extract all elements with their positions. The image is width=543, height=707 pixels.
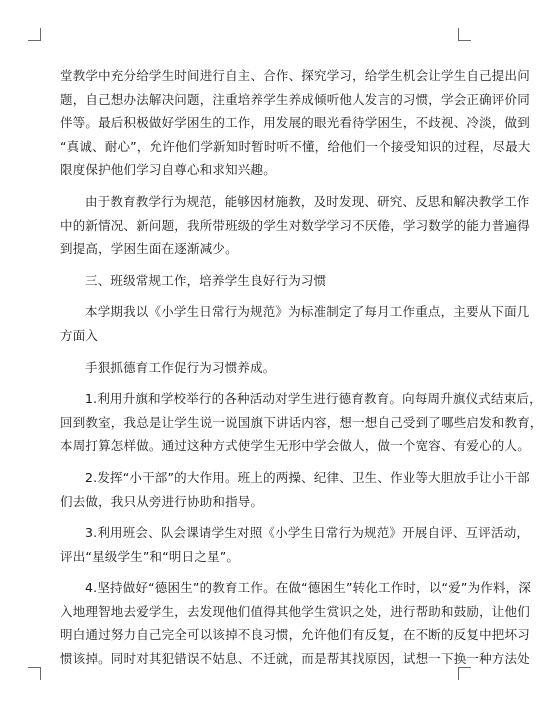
text-line: 评出“星级学生”和“明日之星”。 <box>60 548 240 564</box>
text-line: 3.利用班会、队会课请学生对照《小学生日常行为规范》开展自评、互评活动， <box>85 525 530 541</box>
text-line: 本学期我以《小学生日常行为规范》为标准制定了每月工作重点，主要从下面几 <box>85 304 530 320</box>
text-line: 惯该掉。同时对其犯错误不姑息、不迁就，而是帮其找原因，试想一下换一种方法处 <box>60 651 530 667</box>
paragraph <box>60 190 530 261</box>
text-line: 2.发挥“小干部”的大作用。班上的两操、纪律、卫生、作业等大胆放手让小干部 <box>85 469 530 485</box>
text-line: 入地理智地去爱学生，去发现他们值得其他学生赏识之处，进行帮助和鼓励，让他们 <box>60 603 530 619</box>
paragraph <box>60 521 530 568</box>
text-line: “真诚、耐心”，允许他们学新知时暂时听不懂，给他们一个接受知识的过程，尽最大 <box>60 138 531 154</box>
crop-mark-bottom-left <box>28 667 41 680</box>
paragraph <box>60 356 454 380</box>
document-body <box>60 64 543 679</box>
text-line: 们去做，我只从旁进行协助和指导。 <box>60 493 264 509</box>
text-line: 伴等。最后积极做好学困生的工作，用发展的眼光看待学困生，不歧视、冷淡，做到 <box>60 115 530 131</box>
paragraph <box>60 300 530 347</box>
crop-mark-top-left <box>28 28 41 41</box>
text-line: 中的新情况、新问题，我所带班级的学生对数学学习不厌倦，学习数学的能力普遍得 <box>60 217 530 233</box>
text-line: 到提高，学困生面在逐渐减少。 <box>60 241 238 257</box>
text-line: 4.坚持做好“德困生”的教育工作。在做“德困生”转化工作时，以“爱”为作料，深 <box>85 580 532 596</box>
text-line: 回到教室，我总是让学生说一说国旗下讲话内容，想一想自己受到了哪些启发和教育， <box>60 414 543 430</box>
text-line: 堂教学中充分给学生时间进行自主、合作、探究学习，给学生机会让学生自己提出问 <box>60 68 530 83</box>
text-line: 本周打算怎样做。通过这种方式使学生无形中学会做人，做一个宽容、有爱心的人。 <box>60 438 530 454</box>
text-line: 手狠抓德育工作促行为习惯养成。 <box>85 359 276 375</box>
text-line: 限度保护他们学习自尊心和求知兴趣。 <box>60 162 276 178</box>
text-line: 三、班级常规工作，培养学生良好行为习惯 <box>85 272 327 288</box>
text-line: 题，自己想办法解决问题，注重培养学生养成倾听他人发言的习惯，学会正确评价同 <box>60 91 530 107</box>
crop-mark-top-right <box>458 28 471 41</box>
paragraph <box>60 269 454 293</box>
paragraph <box>60 576 532 670</box>
paragraph <box>60 466 530 513</box>
crop-mark-bottom-right <box>458 667 471 680</box>
text-line: 由于教育教学行为规范，能够因材施教，及时发现、研究、反思和解决教学工作 <box>85 193 530 209</box>
text-line: 1.利用升旗和学校举行的各种活动对学生进行德育教育。向每周升旗仪式结束后， <box>85 391 542 407</box>
paragraph <box>60 64 531 182</box>
paragraph <box>60 387 543 458</box>
text-line: 明白通过努力自己完全可以该掉不良习惯，允许他们有反复，在不断的反复中把坏习 <box>60 627 530 643</box>
text-line: 方面入 <box>60 327 99 343</box>
